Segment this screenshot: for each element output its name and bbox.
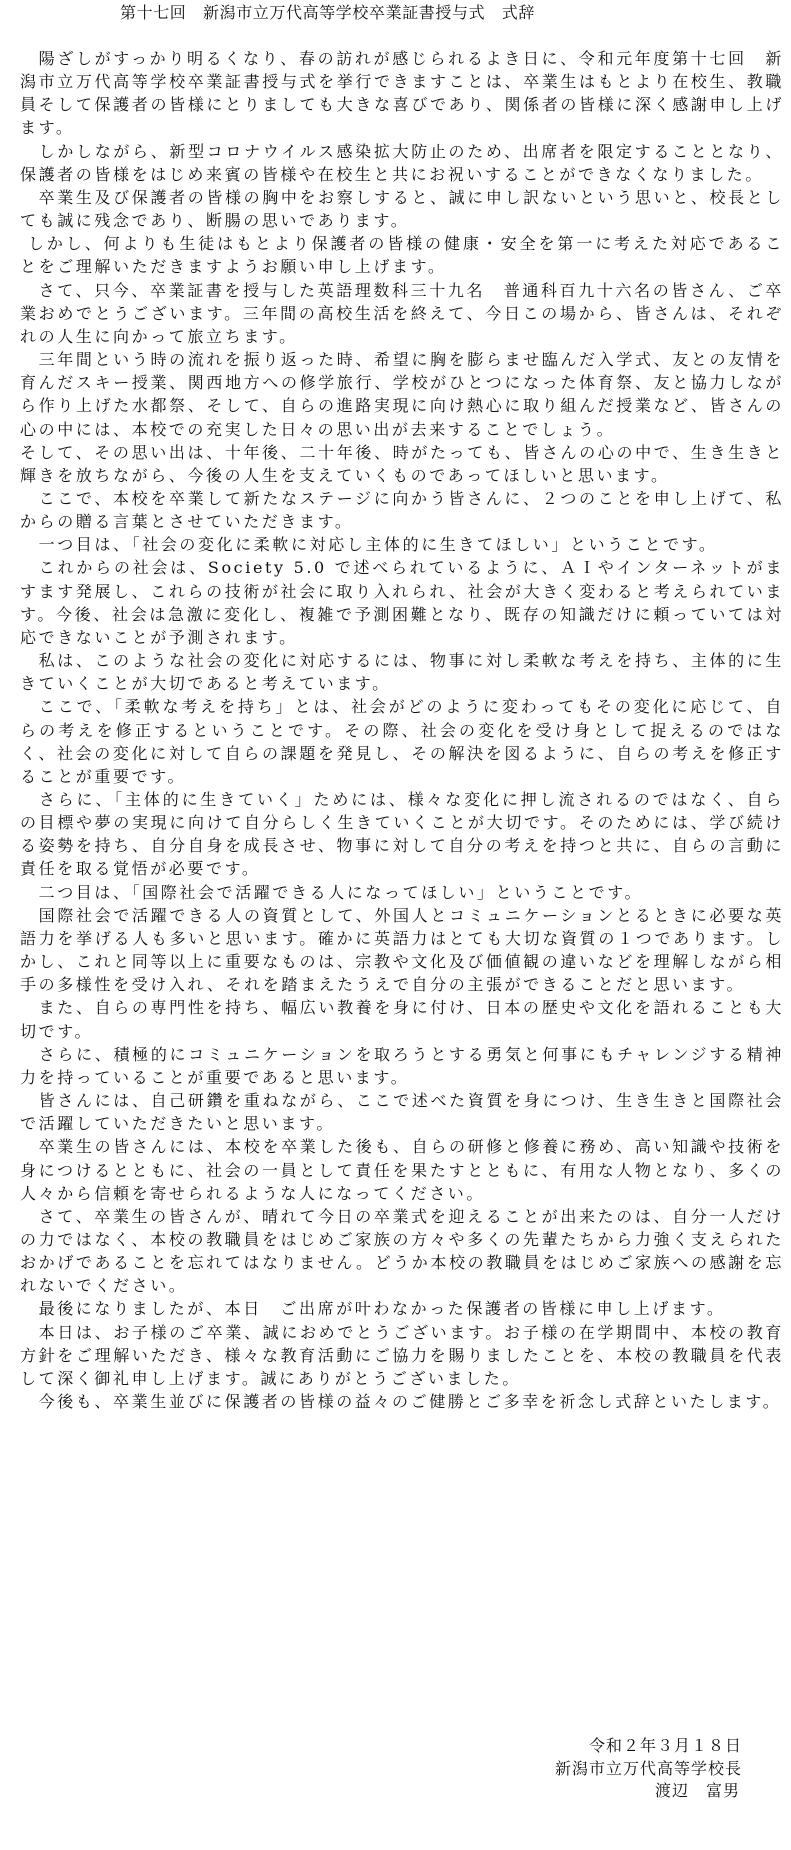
paragraph: 私は、このような社会の変化に対応するには、物事に対し柔軟な考えを持ち、主体的に生きていくことが大切であると考えています。 xyxy=(20,651,784,694)
paragraph: 卒業生の皆さんには、本校を卒業した後も、自らの研修と修養に務め、高い知識や技術を身につけるとともに、社会の一員として責任を果たすとともに、有用な人物となり、多くの人々から信頼を寄せられるような人になってください。 xyxy=(20,1137,784,1203)
paragraph: 二つ目は、「国際社会で活躍できる人になってほしい」ということです。 xyxy=(20,882,644,902)
signature-date: 令和２年３月１８日 xyxy=(588,1736,742,1755)
paragraph: さらに、「主体的に生きていく」ためには、様々な変化に押し流されるのではなく、自らの目標や夢の実現に向けて自分らしく生きていくことが大切です。そのためには、学び続ける姿勢を持ち、自分自身を成長させ、物事に対して自分の考えを持つと共に、自らの言動に責任を取る覚悟が必要です。 xyxy=(20,790,784,879)
paragraph: ここで、「柔軟な考えを持ち」とは、社会がどのように変わってもその変化に応じて、自らの考えを修正するということです。その際、社会の変化を受け身として捉えるのではなく、社会の変化に対して自らの課題を発見し、その解決を図るように、自らの考えを修正することが重要です。 xyxy=(20,697,784,786)
paragraph: 国際社会で活躍できる人の資質として、外国人とコミュニケーションとるときに必要な英語力を挙げる人も多いと思います。確かに英語力はとても大切な資質の１つであります。しかし、これと同等以上に重要なものは、宗教や文化及び価値観の違いなどを理解しながら相手の多様性を受け入れ、それを踏まえたうえで自分の主張ができることだと思います。 xyxy=(20,905,784,995)
paragraph: 卒業生及び保護者の皆様の胸中をお察しすると、誠に申し訳ないという思いと、校長としても誠に残念であり、断腸の思いであります。 xyxy=(20,187,784,231)
paragraph: 三年間という時の流れを振り返った時、希望に胸を膨らませ臨んだ入学式、友との友情を育んだスキー授業、関西地方への修学旅行、学校がひとつになった体育祭、友と協力しながら作り上げた水都祭、そして、自らの進路実現に向け熱心に取り組んだ授業など、皆さんの心の中には、本校での充実した日々の思い出が去来することでしょう。 xyxy=(20,350,784,439)
paragraph: さて、只今、卒業証書を授与した英語理数科三十九名 普通科百九十六名の皆さん、ご卒業おめでとうございます。三年間の高校生活を終えて、今日この場から、皆さんは、それぞれの人生に向かって旅立ちます。 xyxy=(20,280,784,346)
paragraph: 本日は、お子様のご卒業、誠におめでとうございます。お子様の在学期間中、本校の教育方針をご理解いただき、様々な教育活動にご協力を賜りましたことを、本校の教職員を代表して深く御礼申し上げます。誠にありがとうございました。 xyxy=(20,1322,784,1388)
paragraph: しかし、何よりも生徒はもとより保護者の皆様の健康・安全を第一に考えた対応であることをご理解いただきますようお願い申し上げます。 xyxy=(20,234,784,277)
document-title: 第十七回 新潟市立万代高等学校卒業証書授与式 式辞 xyxy=(120,3,536,22)
paragraph: 今後も、卒業生並びに保護者の皆様の益々のご健勝とご多幸を祈念し式辞といたします。 xyxy=(20,1392,782,1412)
document-page xyxy=(20,0,784,1850)
signature-school: 新潟市立万代高等学校長 xyxy=(554,1758,742,1778)
paragraph: 皆さんには、自己研鑽を重ねながら、ここで述べた資質を身につけ、生き生きと国際社会で活躍していただきたいと思います。 xyxy=(20,1091,784,1134)
signature-name: 渡辺 富男 xyxy=(654,1781,740,1800)
paragraph: 一つ目は、「社会の変化に柔軟に対応し主体的に生きてほしい」ということです。 xyxy=(20,535,718,555)
paragraph: さて、卒業生の皆さんが、晴れて今日の卒業式を迎えることが出来たのは、自分一人だけの力ではなく、本校の教職員をはじめご家族の方々や多くの先輩たちから力強く支えられたおかげであることを忘れてはなりません。どうか本校の教職員をはじめご家族への感謝を忘れないでください。 xyxy=(20,1206,784,1296)
paragraph: 陽ざしがすっかり明るくなり、春の訪れが感じられるよき日に、令和元年度第十七回 新潟市立万代高等学校卒業証書授与式を挙行できますことは、卒業生はもとより在校生、教職員そして保護者の皆様にとりましても大きな喜びであり、関係者の皆様に深く感謝申し上げます。 xyxy=(20,49,784,138)
paragraph: そして、その思い出は、十年後、二十年後、時がたっても、皆さんの心の中で、生き生きと輝きを放ちながら、今後の人生を支えていくものであってほしいと思います。 xyxy=(20,442,784,485)
paragraph: さらに、積極的にコミュニケーションを取ろうとする勇気と何事にもチャレンジする精神力を持っていることが重要であると思います。 xyxy=(20,1044,784,1087)
document-body xyxy=(20,47,784,1413)
signature-block xyxy=(554,1735,742,1803)
paragraph: 最後になりましたが、本日 ご出席が叶わなかった保護者の皆様に申し上げます。 xyxy=(20,1299,726,1319)
paragraph: これからの社会は、Society 5.0 で述べられているように、ＡＩやインターネットがますます発展し、これらの技術が社会に取り入れられ、社会が大きく変わると考えられています。今後、社会は急激に変化し、複雑で予測困難となり、既存の知識だけに頼っていては対応できないことが予測されます。 xyxy=(20,558,784,647)
paragraph: ここで、本校を卒業して新たなステージに向かう皆さんに、２つのことを申し上げて、私からの贈る言葉とさせていただきます。 xyxy=(20,488,784,532)
paragraph: また、自らの専門性を持ち、幅広い教養を身に付け、日本の歴史や文化を語れることも大切です。 xyxy=(20,998,784,1041)
paragraph: しかしながら、新型コロナウイルス感染拡大防止のため、出席者を限定することとなり、保護者の皆様をはじめ来賓の皆様や在校生と共にお祝いすることができなくなりました。 xyxy=(20,141,784,184)
